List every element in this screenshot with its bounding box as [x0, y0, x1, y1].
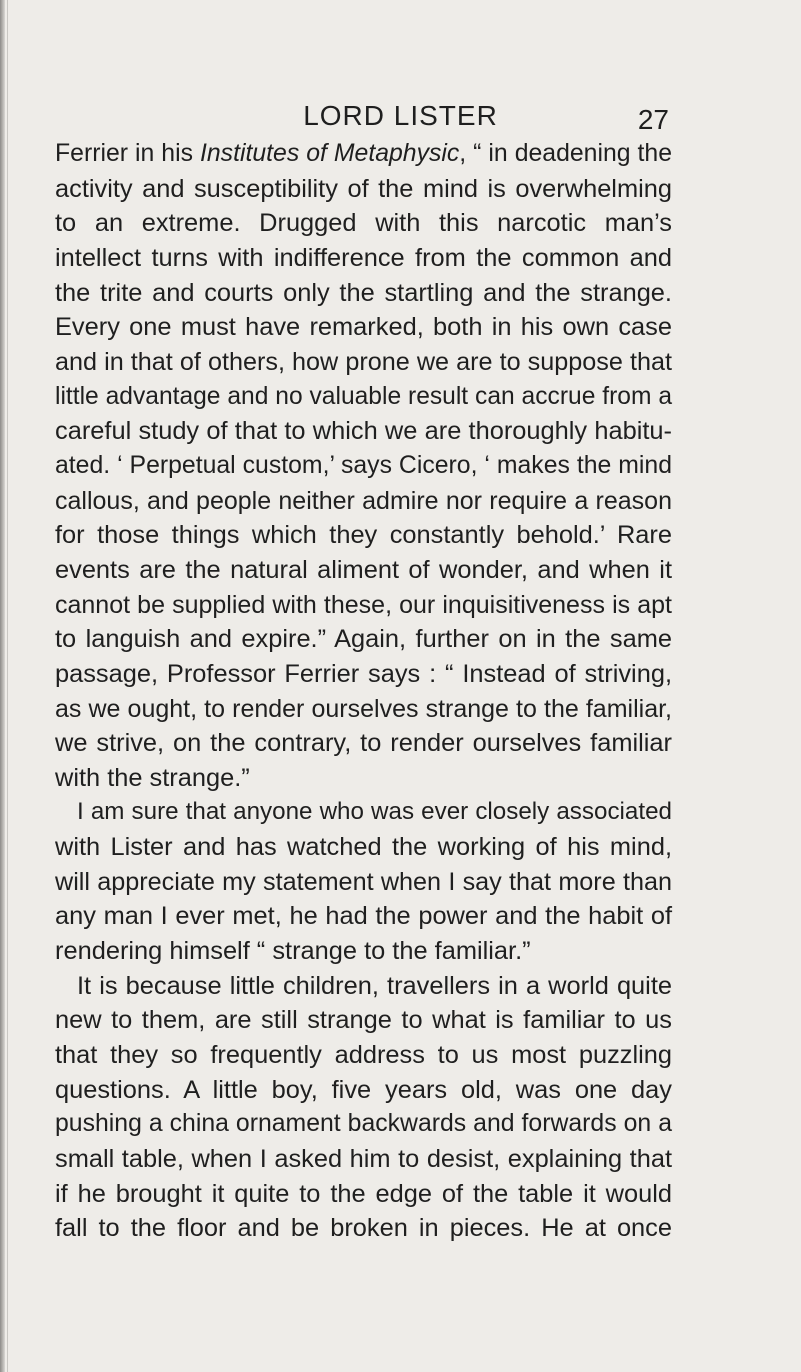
page-header [0, 98, 801, 138]
text-line: I am sure that anyone who was ever closely associated [77, 798, 672, 826]
page-number: 27 [637, 104, 669, 135]
running-head: LORD LISTER [303, 100, 498, 131]
page-gutter-shadow [0, 0, 5, 1372]
text-line: we strive, on the contrary, to render ourselves familiar [55, 729, 672, 758]
text-line: events are the natural aliment of wonder, and when it [55, 555, 672, 584]
text-line: the trite and courts only the startling and the strange. [55, 278, 672, 307]
text-line: small table, when I asked him to desist, explaining that [55, 1145, 672, 1174]
text-line: rendering himself “ strange to the familiar.” [55, 937, 531, 966]
text-line: fall to the floor and be broken in pieces. He at once [55, 1214, 672, 1243]
text-line: will appreciate my statement when I say that more than [55, 867, 672, 896]
text-line: any man I ever met, he had the power and the habit of [55, 902, 672, 931]
text-fragment: , “ in deadening the [459, 140, 673, 167]
text-line: pushing a china ornament backwards and forwards on a [55, 1110, 672, 1138]
text-line: as we ought, to render ourselves strange to the familiar, [55, 694, 672, 723]
text-line: Every one must have remarked, both in his own case [55, 313, 672, 342]
text-line: activity and susceptibility of the mind is overwhelming [55, 174, 672, 203]
text-line: with Lister and has watched the working of his mind, [55, 833, 672, 862]
body-text [55, 137, 672, 1246]
text-line [55, 137, 672, 172]
text-line: questions. A little boy, five years old, was one day [55, 1075, 672, 1104]
text-line: with the strange.” [55, 763, 250, 792]
text-line: to languish and expire.” Again, further on in the same [55, 625, 672, 654]
text-line: if he brought it quite to the edge of the table it would [55, 1179, 672, 1208]
text-line: new to them, are still strange to what is familiar to us [55, 1006, 672, 1035]
text-line: careful study of that to which we are thoroughly habitu- [55, 417, 672, 446]
text-line: that they so frequently address to us most puzzling [55, 1041, 672, 1070]
text-line: for those things which they constantly behold.’ Rare [55, 521, 672, 550]
text-line: little advantage and no valuable result can accrue from a [55, 382, 672, 410]
text-line: and in that of others, how prone we are to suppose that [55, 347, 672, 376]
text-line: cannot be supplied with these, our inquisitiveness is apt [55, 590, 672, 619]
page-gutter-line [7, 0, 8, 1372]
text-line: passage, Professor Ferrier says : “ Instead of striving, [55, 659, 672, 688]
italic-title: Institutes of Metaphysic [199, 140, 460, 167]
text-line: intellect turns with indifference from the common and [55, 243, 672, 272]
text-line: to an extreme. Drugged with this narcotic man’s [55, 209, 672, 238]
text-line: ated. ‘ Perpetual custom,’ says Cicero, ‘ makes the mind [55, 451, 672, 479]
text-fragment: Ferrier in his [55, 140, 200, 167]
text-line: It is because little children, travellers in a world quite [77, 971, 672, 1000]
text-line: callous, and people neither admire nor require a reason [55, 486, 672, 515]
